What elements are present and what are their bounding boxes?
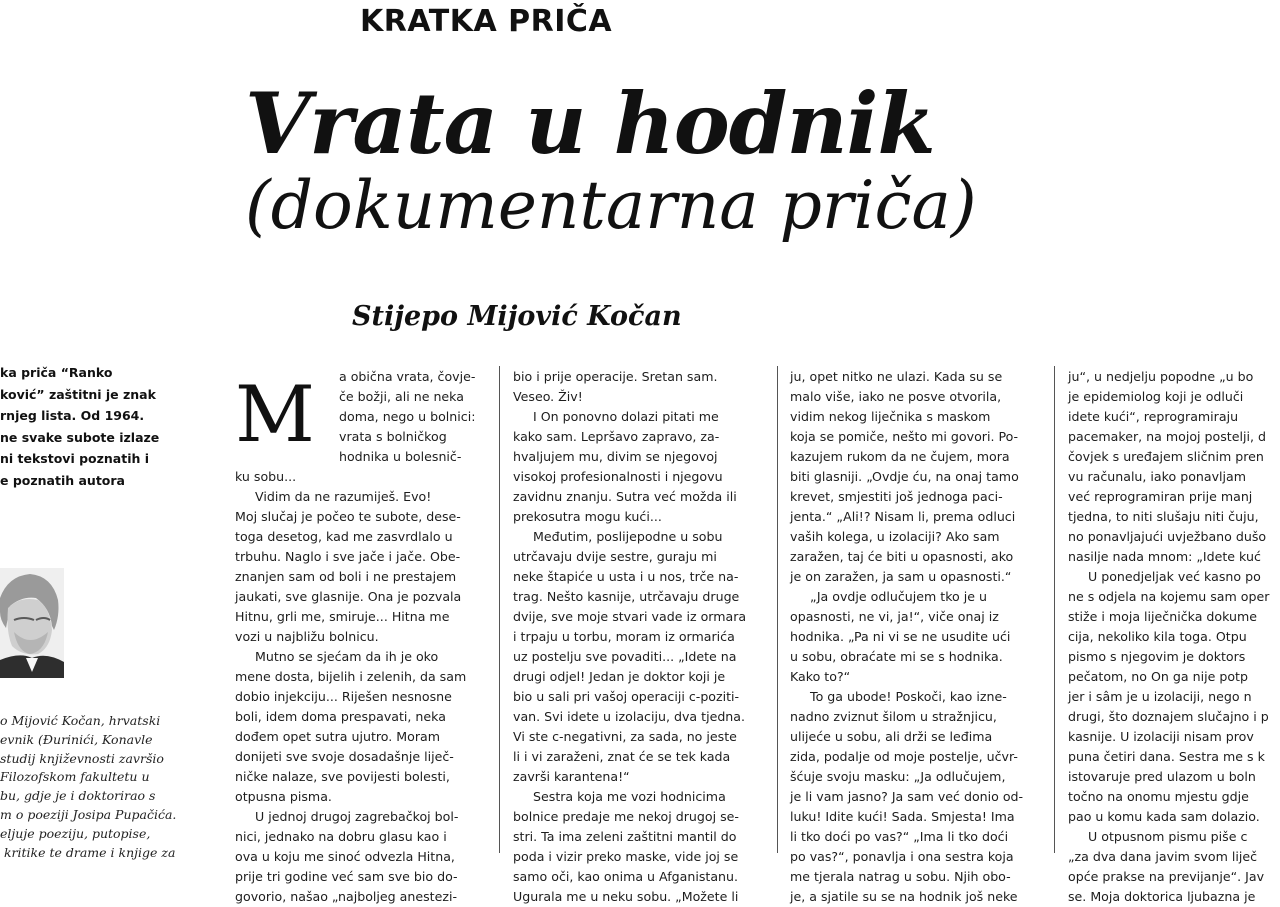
text-line: jer i sâm je u izolaciji, nego n [1068,689,1252,704]
text-line: je epidemiolog koji je odluči [1068,389,1244,404]
text-line: ničke nalaze, sve povijesti bolesti, [235,769,450,784]
text-line: visokoj profesionalnosti i njegovu [513,469,723,484]
text-line: u sobu, obraćate mi se s hodnika. [790,649,1003,664]
text-line: „za dva dana javim svom liječ [1068,849,1258,864]
text-line: govorio, našao „najboljeg anestezi- [235,889,457,904]
text-line: me tjerala natrag u sobu. Njih obo- [790,869,1011,884]
author-bio [0,712,200,860]
text-line: van. Svi idete u izolaciju, dva tjedna. [513,709,746,724]
text-line: dvije, sve moje stvari vade iz ormara [513,609,747,624]
text-line: Vi ste c-negativni, za sada, no jeste [513,729,737,744]
text-line: Vidim da ne razumiješ. Evo! [235,489,432,504]
text-line: I On ponovno dolazi pitati me [513,409,719,424]
text-line: jaukati, sve glasnije. Ona je pozvala [235,589,462,604]
text-line: kasnije. U izolaciji nisam prov [1068,729,1254,744]
text-line: hodnika u bolesnič- [339,449,462,464]
text-line: Hitnu, grli me, smiruje... Hitna me [235,609,450,624]
article-column-2 [513,367,767,904]
text-line: biti glasniji. „Ovdje ću, na onaj tamo [790,469,1019,484]
author-bio-line: kritike te drame i knjige za [0,844,176,860]
text-line: uz postelju sve povaditi... „Idete na [513,649,737,664]
text-line: hodnika. „Pa ni vi se ne usudite ući [790,629,1011,644]
text-line: prekosutra mogu kući... [513,509,662,524]
text-line: istovaruje pred ulazom u boln [1068,769,1256,784]
text-line: otpusna pisma. [235,789,332,804]
text-line: vozi u najbližu bolnicu. [235,629,379,644]
article-column-1 [235,367,487,904]
text-line: a obična vrata, čovje- [339,369,476,384]
text-line: donijeti sve svoje dosadašnje liječ- [235,749,454,764]
text-line: U ponedjeljak već kasno po [1068,569,1261,584]
text-line: U otpusnom pismu piše c [1068,829,1248,844]
text-line: nici, jednako na dobru glasu kao i [235,829,447,844]
text-line: dobio injekciju... Riješen nesnosne [235,689,452,704]
author-bio-line: bu, gdje je i doktorirao s [0,788,156,804]
text-line: U jednoj drugoj zagrebačkoj bol- [235,809,459,824]
text-line: po vas?“, ponavlja i ona sestra koja [790,849,1014,864]
text-line: hvaljujem mu, divim se njegovoj [513,449,718,464]
text-line: To ga ubode! Poskoči, kao izne- [790,689,1007,704]
text-line: tjedna, to niti slušaju niti čuju, [1068,509,1259,524]
text-line: ulijeće u sobu, ali drži se leđima [790,729,993,744]
column-divider [777,366,778,853]
text-line: zavidnu znanju. Sutra već možda ili [513,489,737,504]
text-line: Međutim, poslijepodne u sobu [513,529,723,544]
article-subtitle: (dokumentarna priča) [245,167,977,244]
text-line: jenta.“ „Ali!? Nisam li, prema odluci [790,509,1016,524]
drop-cap: M [235,370,315,460]
text-line: ju, opet nitko ne ulazi. Kada su se [790,369,1003,384]
text-line: trag. Nešto kasnije, utrčavaju druge [513,589,740,604]
text-line: ju“, u nedjelju popodne „u bo [1068,369,1254,384]
text-line: stiže i moja liječnička dokume [1068,609,1258,624]
text-line: završi karantena!“ [513,769,630,784]
text-line: bio u sali pri vašoj operaciji c-poziti- [513,689,740,704]
text-line: mene dosta, bijelih i zelenih, da sam [235,669,467,684]
text-line: drugi, što doznajem slučajno i p [1068,709,1269,724]
text-line: ku sobu... [235,469,297,484]
text-line: kazujem rukom da ne čujem, mora [790,449,1010,464]
text-line: pečatom, no On ga nije potp [1068,669,1248,684]
text-line: koja se pomiče, nešto mi govori. Po- [790,429,1019,444]
author-photo [0,568,64,678]
series-note-line: ne svake subote izlaze [0,429,160,445]
text-line: nadno zviznut šilom u stražnjicu, [790,709,997,724]
article-author: Stijepo Mijović Kočan [352,301,682,332]
text-line: opasnosti, ne vi, ja!“, viče onaj iz [790,609,999,624]
text-line: kako sam. Lepršavo zapravo, za- [513,429,720,444]
author-bio-line: m o poeziji Josipa Pupačića. [0,806,177,822]
text-line: zida, podalje od moje postelje, učvr- [790,749,1018,764]
text-line: je li vam jasno? Ja sam već donio od- [790,789,1024,804]
text-line: toga desetog, kad me zasvrdlalo u [235,529,453,544]
text-line: krevet, smjestiti još jednoga paci- [790,489,1003,504]
text-line: drugi odjel! Jedan je doktor koji je [513,669,726,684]
text-line: luku! Idite kući! Sada. Smjesta! Ima [790,809,1015,824]
text-line: idete kući“, reprogramiraju [1068,409,1239,424]
text-line: Moj slučaj je počeo te subote, dese- [235,509,461,524]
text-line: bio i prije operacije. Sretan sam. [513,369,718,384]
text-line: Sestra koja me vozi hodnicima [513,789,726,804]
text-line: cija, nekoliko kila toga. Otpu [1068,629,1247,644]
text-line: je on zaražen, ja sam u opasnosti.“ [790,569,1012,584]
text-line: vu računalu, iako ponavljam [1068,469,1247,484]
text-line: trbuhu. Naglo i sve jače i jače. Obe- [235,549,461,564]
text-line: je, a sjatile su se na hodnik još neke [790,889,1018,904]
text-line: šćuje svoju masku: „Ja odlučujem, [790,769,1006,784]
text-line: se. Moja doktorica ljubazna je [1068,889,1256,904]
text-line: boli, idem doma prespavati, neka [235,709,446,724]
text-line: Kako to?“ [790,669,851,684]
text-line: opće prakse na previjanje“. Jav [1068,869,1265,884]
text-line: vidim nekog liječnika s maskom [790,409,991,424]
text-line: vrata s bolničkog [339,429,447,444]
text-line: Mutno se sjećam da ih je oko [235,649,439,664]
author-photo-image [0,568,64,678]
series-note [0,362,178,491]
text-line: vaših kolega, u izolaciji? Ako sam [790,529,1000,544]
text-line: pacemaker, na mojoj postelji, d [1068,429,1266,444]
text-line: točno na onomu mjestu gdje [1068,789,1249,804]
text-line: pismo s njegovim je doktors [1068,649,1246,664]
author-bio-line: eljuje poeziju, putopise, [0,825,151,841]
text-line: dođem opet sutra ujutro. Moram [235,729,441,744]
text-line: utrčavaju dvije sestre, guraju mi [513,549,717,564]
series-note-line: ka priča “Ranko [0,365,113,380]
text-line: ne s odjela na kojemu sam oper [1068,589,1270,604]
text-line: li tko doći po vas?“ „Ima li tko doći [790,829,1009,844]
text-line: puna četiri dana. Sestra me s k [1068,749,1265,764]
column-divider [499,366,500,853]
author-bio-line: o Mijović Kočan, hrvatski [0,713,161,728]
text-line: samo oči, kao onima u Afganistanu. [513,869,739,884]
column-divider [1054,366,1055,853]
text-line: i trpaju u torbu, moram iz ormarića [513,629,735,644]
series-note-line: e poznatih autora [0,472,125,488]
text-line: poda i vizir preko maske, vide joj se [513,849,739,864]
series-note-line: ković” zaštitni je znak [0,386,156,402]
text-line: li i vi zaraženi, znat će se tek kada [513,749,731,764]
article-title: Vrata u hodnik [245,74,935,173]
text-line: znanjen sam od boli i ne prestajem [235,569,457,584]
text-line: če božji, ali ne neka [339,389,464,404]
series-note-line: rnjeg lista. Od 1964. [0,408,145,423]
text-line: malo više, iako ne posve otvorila, [790,389,1002,404]
author-bio-line: evnik (Đurinići, Konavle [0,731,153,747]
text-line: no ponavljajući uvježbano dušo [1068,529,1267,544]
article-column-3 [790,367,1042,904]
text-line: Ugurala me u neku sobu. „Možete li [513,889,739,904]
text-line: čovjek s uređajem sličnim pren [1068,449,1264,464]
text-line: stri. Ta ima zeleni zaštitni mantil do [513,829,737,844]
author-bio-line: studij književnosti završio [0,750,164,766]
text-line: „Ja ovdje odlučujem tko je u [790,589,987,604]
author-bio-line: Filozofskom fakultetu u [0,769,150,785]
series-note-line: ni tekstovi poznatih i [0,451,150,466]
text-line: prije tri godine već sam sve bio do- [235,869,458,884]
article-column-4 [1068,367,1280,904]
text-line: već reprogramiran prije manj [1068,489,1253,504]
text-line: bolnice predaje me nekoj drugoj se- [513,809,739,824]
text-line: nasilje nada mnom: „Idete kuć [1068,549,1261,564]
text-line: zaražen, taj će biti u opasnosti, ako [790,549,1014,564]
section-label: KRATKA PRIČA [360,4,613,39]
text-line: doma, nego u bolnici: [339,409,476,424]
text-line: Veseo. Živ! [513,389,583,404]
text-line: pao u komu kada sam dolazio. [1068,809,1260,824]
text-line: ova u koju me sinoć odvezla Hitna, [235,849,455,864]
text-line: neke štapiće u usta i u nos, trče na- [513,569,739,584]
